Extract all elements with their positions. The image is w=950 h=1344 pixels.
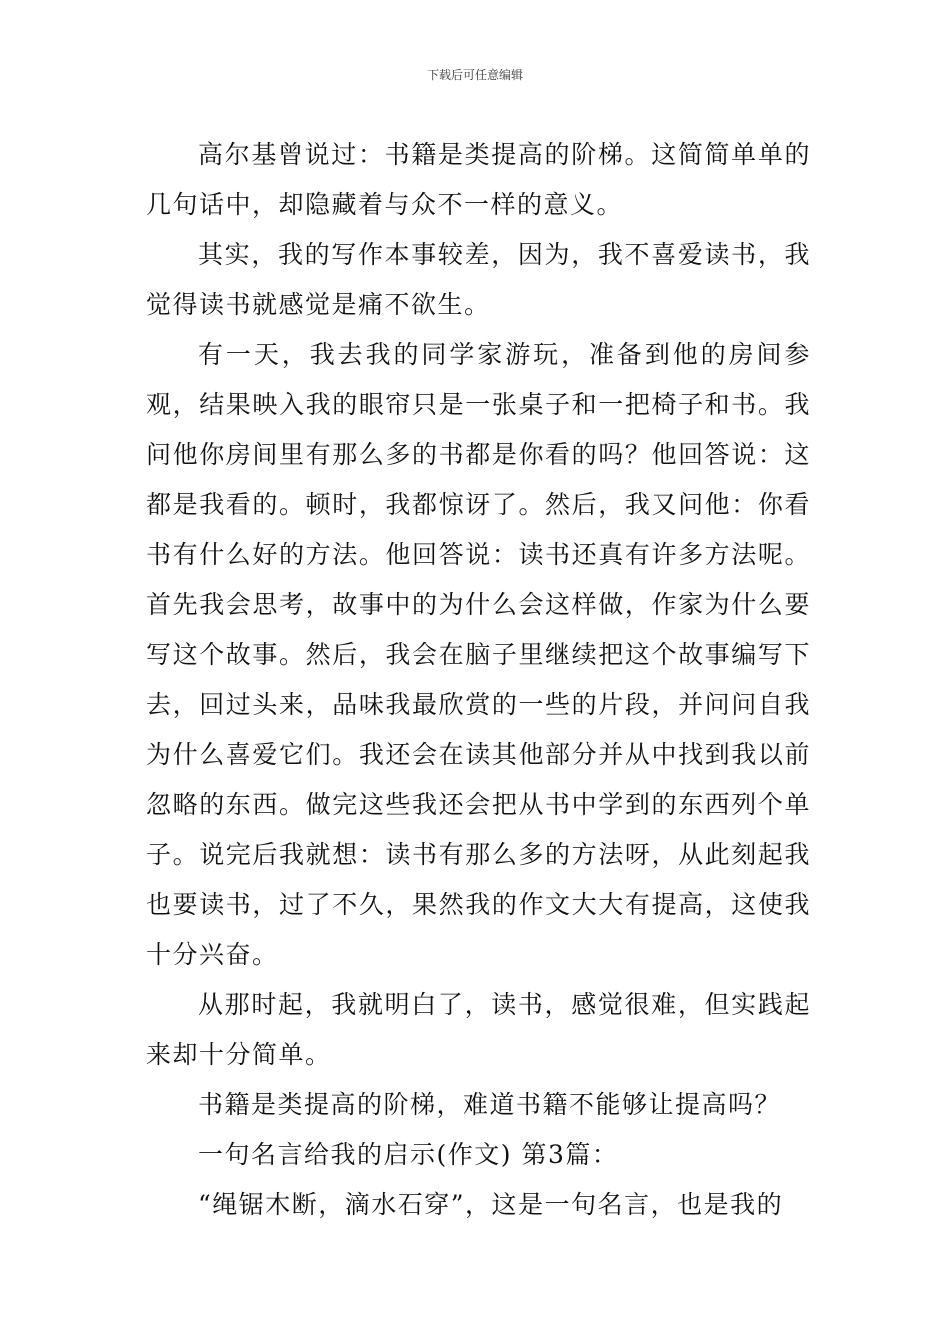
paragraph-7: “绳锯木断，滴水石穿”，这是一句名言，也是我的 [198, 1190, 784, 1219]
paragraph-1: 高尔基曾说过：书籍是类提高的阶梯。这简简单单的几句话中，却隐藏着与众不一样的意义。 [146, 140, 811, 219]
document-body [146, 130, 811, 1230]
paragraph-5: 书籍是类提高的阶梯，难道书籍不能够让提高吗？ [198, 1090, 782, 1119]
paragraph-4: 从那时起，我就明白了，读书，感觉很难，但实践起来却十分简单。 [146, 990, 811, 1069]
paragraph-6: 一句名言给我的启示(作文) 第3篇： [198, 1140, 619, 1169]
page-header: 下载后可任意编辑 [426, 68, 523, 82]
paragraph-3: 有一天，我去我的同学家游玩，准备到他的房间参观，结果映入我的眼帘只是一张桌子和一把椅子和书。我问他你房间里有那么多的书都是你看的吗？他回答说：这都是我看的。顿时，我都惊讶了。然后，我又问他：你看书有什么好的方法。他回答说：读书还真有许多方法呢。首先我会思考，故事中的为什么会这样做，作家为什么要写这个故事。然后，我会在脑子里继续把这个故事编写下去，回过头来，品味我最欣赏的一些的片段，并问问自我为什么喜爱它们。我还会在读其他部分并从中找到我以前忽略的东西。做完这些我还会把从书中学到的东西列个单子。说完后我就想：读书有那么多的方法呀，从此刻起我也要读书，过了不久，果然我的作文大大有提高，这使我十分兴奋。 [146, 340, 811, 969]
paragraph-2: 其实，我的写作本事较差，因为，我不喜爱读书，我觉得读书就感觉是痛不欲生。 [146, 240, 811, 319]
